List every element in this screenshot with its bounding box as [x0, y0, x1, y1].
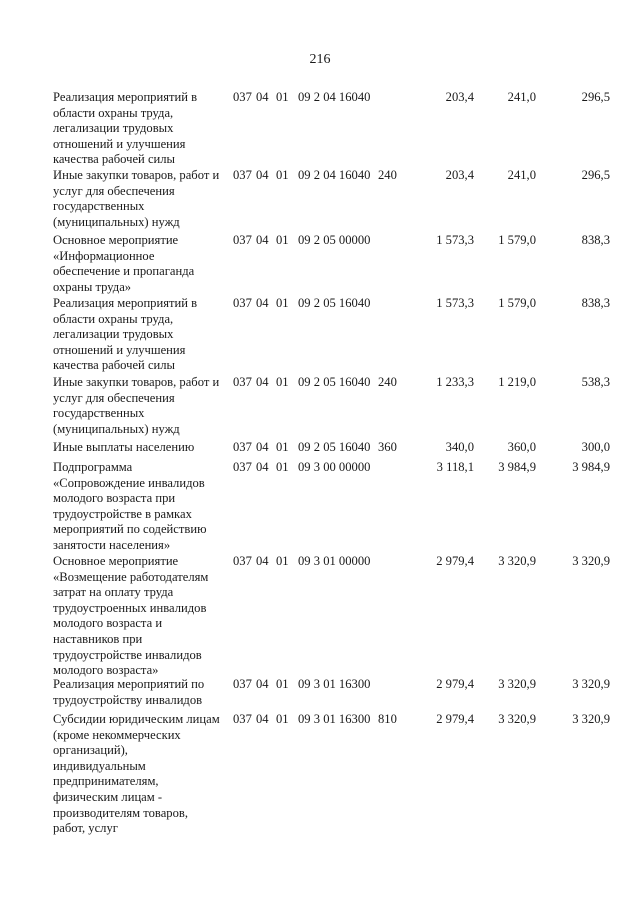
expense-kind-code: 360: [378, 440, 397, 454]
amount-column-3: 3 320,9: [572, 554, 610, 568]
amount-column-1: 203,4: [445, 90, 474, 104]
amount-column-3: 538,3: [581, 375, 610, 389]
row-description: Иные закупки товаров, работ и услуг для обеспечения государственных (муниципальных) нужд: [53, 168, 220, 229]
section-code: 04: [256, 168, 269, 182]
ministry-code: 037: [233, 90, 252, 104]
amount-column-2: 1 579,0: [498, 296, 536, 310]
ministry-code: 037: [233, 677, 252, 691]
row-description: Реализация мероприятий в области охраны труда, легализации трудовых отношений и улучшения качества рабочей силы: [53, 90, 198, 167]
section-code: 04: [256, 460, 269, 474]
amount-column-3: 3 320,9: [572, 712, 610, 726]
row-description: Субсидии юридическим лицам (кроме некоммерческих организаций), индивидуальным предпринимателям, физическим лицам - производителям товаров, работ, услуг: [53, 712, 220, 836]
target-article-code: 09 2 04 16040: [298, 168, 371, 182]
amount-column-2: 3 320,9: [498, 554, 536, 568]
amount-column-1: 3 118,1: [436, 460, 474, 474]
row-description: Реализация мероприятий в области охраны труда, легализации трудовых отношений и улучшения качества рабочей силы: [53, 296, 198, 373]
section-code: 04: [256, 712, 269, 726]
target-article-code: 09 2 05 16040: [298, 296, 371, 310]
amount-column-2: 360,0: [507, 440, 536, 454]
ministry-code: 037: [233, 460, 252, 474]
target-article-code: 09 2 05 16040: [298, 440, 371, 454]
subsection-code: 01: [276, 460, 289, 474]
amount-column-1: 2 979,4: [436, 712, 474, 726]
amount-column-1: 1 233,3: [436, 375, 474, 389]
ministry-code: 037: [233, 375, 252, 389]
row-description: Подпрограмма «Сопровождение инвалидов молодого возраста при трудоустройстве в рамках мероприятий по содействию занятости населения»: [53, 460, 207, 552]
subsection-code: 01: [276, 554, 289, 568]
section-code: 04: [256, 296, 269, 310]
amount-column-3: 296,5: [581, 90, 610, 104]
amount-column-1: 203,4: [445, 168, 474, 182]
ministry-code: 037: [233, 233, 252, 247]
section-code: 04: [256, 375, 269, 389]
amount-column-1: 340,0: [445, 440, 474, 454]
section-code: 04: [256, 233, 269, 247]
section-code: 04: [256, 677, 269, 691]
amount-column-1: 1 573,3: [436, 296, 474, 310]
target-article-code: 09 3 01 16300: [298, 712, 371, 726]
ministry-code: 037: [233, 168, 252, 182]
amount-column-1: 2 979,4: [436, 554, 474, 568]
amount-column-3: 3 320,9: [572, 677, 610, 691]
subsection-code: 01: [276, 440, 289, 454]
subsection-code: 01: [276, 677, 289, 691]
section-code: 04: [256, 554, 269, 568]
subsection-code: 01: [276, 296, 289, 310]
row-description: Основное мероприятие «Информационное обеспечение и пропаганда охраны труда»: [53, 233, 195, 294]
amount-column-2: 3 320,9: [498, 677, 536, 691]
ministry-code: 037: [233, 554, 252, 568]
target-article-code: 09 3 01 16300: [298, 677, 371, 691]
amount-column-3: 838,3: [581, 296, 610, 310]
section-code: 04: [256, 90, 269, 104]
ministry-code: 037: [233, 440, 252, 454]
target-article-code: 09 2 04 16040: [298, 90, 371, 104]
amount-column-2: 1 579,0: [498, 233, 536, 247]
row-description: Иные выплаты населению: [53, 440, 195, 454]
target-article-code: 09 2 05 16040: [298, 375, 371, 389]
subsection-code: 01: [276, 375, 289, 389]
amount-column-2: 241,0: [507, 90, 536, 104]
target-article-code: 09 3 00 00000: [298, 460, 371, 474]
amount-column-1: 2 979,4: [436, 677, 474, 691]
expense-kind-code: 240: [378, 375, 397, 389]
ministry-code: 037: [233, 712, 252, 726]
row-description: Основное мероприятие «Возмещение работодателям затрат на оплату труда трудоустроенных инвалидов молодого возраста и наставников при трудоустройстве инвалидов молодого возраста»: [53, 554, 209, 678]
target-article-code: 09 2 05 00000: [298, 233, 371, 247]
amount-column-2: 1 219,0: [498, 375, 536, 389]
subsection-code: 01: [276, 90, 289, 104]
subsection-code: 01: [276, 233, 289, 247]
amount-column-1: 1 573,3: [436, 233, 474, 247]
page-number: 216: [309, 52, 331, 67]
amount-column-3: 296,5: [581, 168, 610, 182]
row-description: Реализация мероприятий по трудоустройству инвалидов: [53, 677, 205, 707]
amount-column-2: 3 984,9: [498, 460, 536, 474]
amount-column-3: 300,0: [581, 440, 610, 454]
amount-column-3: 838,3: [581, 233, 610, 247]
subsection-code: 01: [276, 168, 289, 182]
expense-kind-code: 810: [378, 712, 397, 726]
amount-column-3: 3 984,9: [572, 460, 610, 474]
expense-kind-code: 240: [378, 168, 397, 182]
target-article-code: 09 3 01 00000: [298, 554, 371, 568]
amount-column-2: 3 320,9: [498, 712, 536, 726]
ministry-code: 037: [233, 296, 252, 310]
subsection-code: 01: [276, 712, 289, 726]
section-code: 04: [256, 440, 269, 454]
row-description: Иные закупки товаров, работ и услуг для обеспечения государственных (муниципальных) нужд: [53, 375, 220, 436]
amount-column-2: 241,0: [507, 168, 536, 182]
